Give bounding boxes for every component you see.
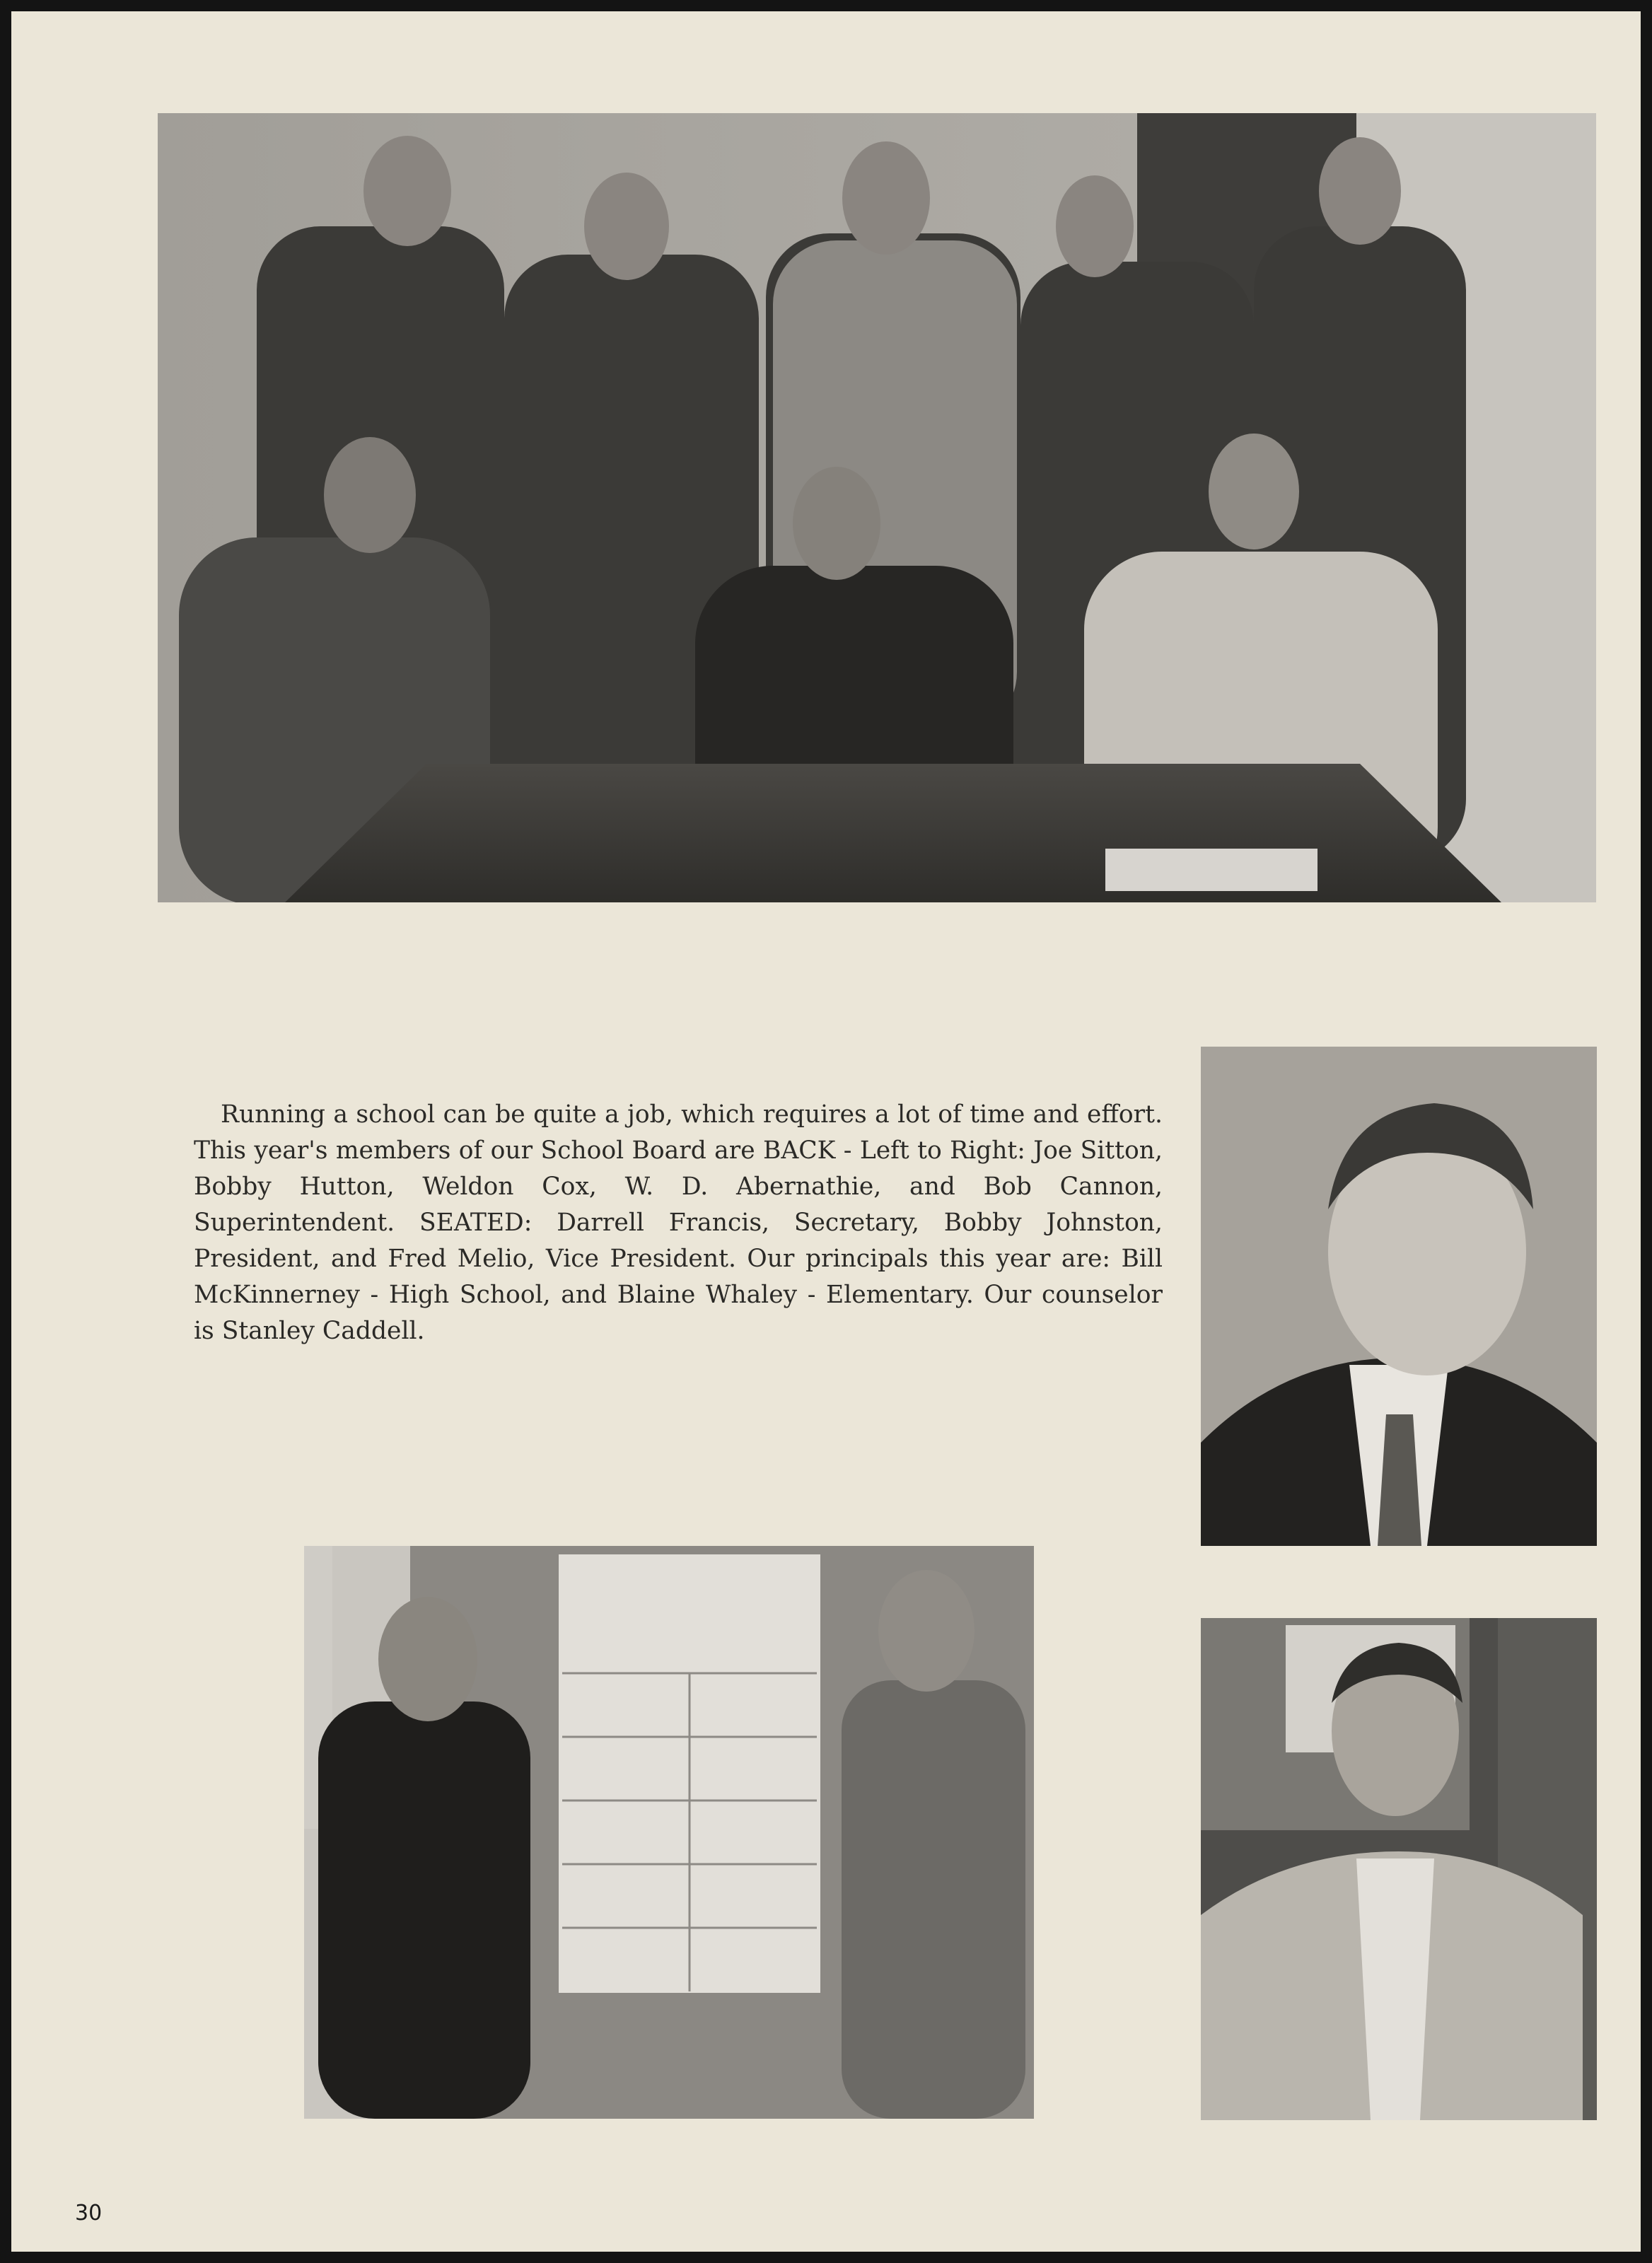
school-board-photo-illustration bbox=[158, 113, 1596, 902]
portrait-photo-light-jacket bbox=[1201, 1618, 1597, 2120]
principals-photo bbox=[304, 1546, 1034, 2119]
board-caption: Running a school can be quite a job, which requires a lot of time and effort. This year's members of our School Board are BACK - Left to Right: Joe Sitton, Bobby Hutton, Weldon Cox, W. D. Abernathie, and Bob Cannon, Superintendent. SEATED: Darrell Francis, Secretary, Bobby Johnston, President, and Fred Melio, Vice President. Our principals this year are: Bill McKinnerney - High School, and Blaine Whaley - Elementary. Our counselor is Stanley Caddell. bbox=[194, 1100, 1163, 1345]
portrait-2-illustration bbox=[1201, 1618, 1597, 2120]
portrait-1-illustration bbox=[1201, 1047, 1597, 1546]
yearbook-page bbox=[11, 11, 1641, 2252]
school-board-group-photo bbox=[158, 113, 1596, 902]
principals-photo-illustration bbox=[304, 1546, 1034, 2119]
portrait-photo-smiling-man bbox=[1201, 1047, 1597, 1546]
page-number: 30 bbox=[75, 2201, 103, 2226]
